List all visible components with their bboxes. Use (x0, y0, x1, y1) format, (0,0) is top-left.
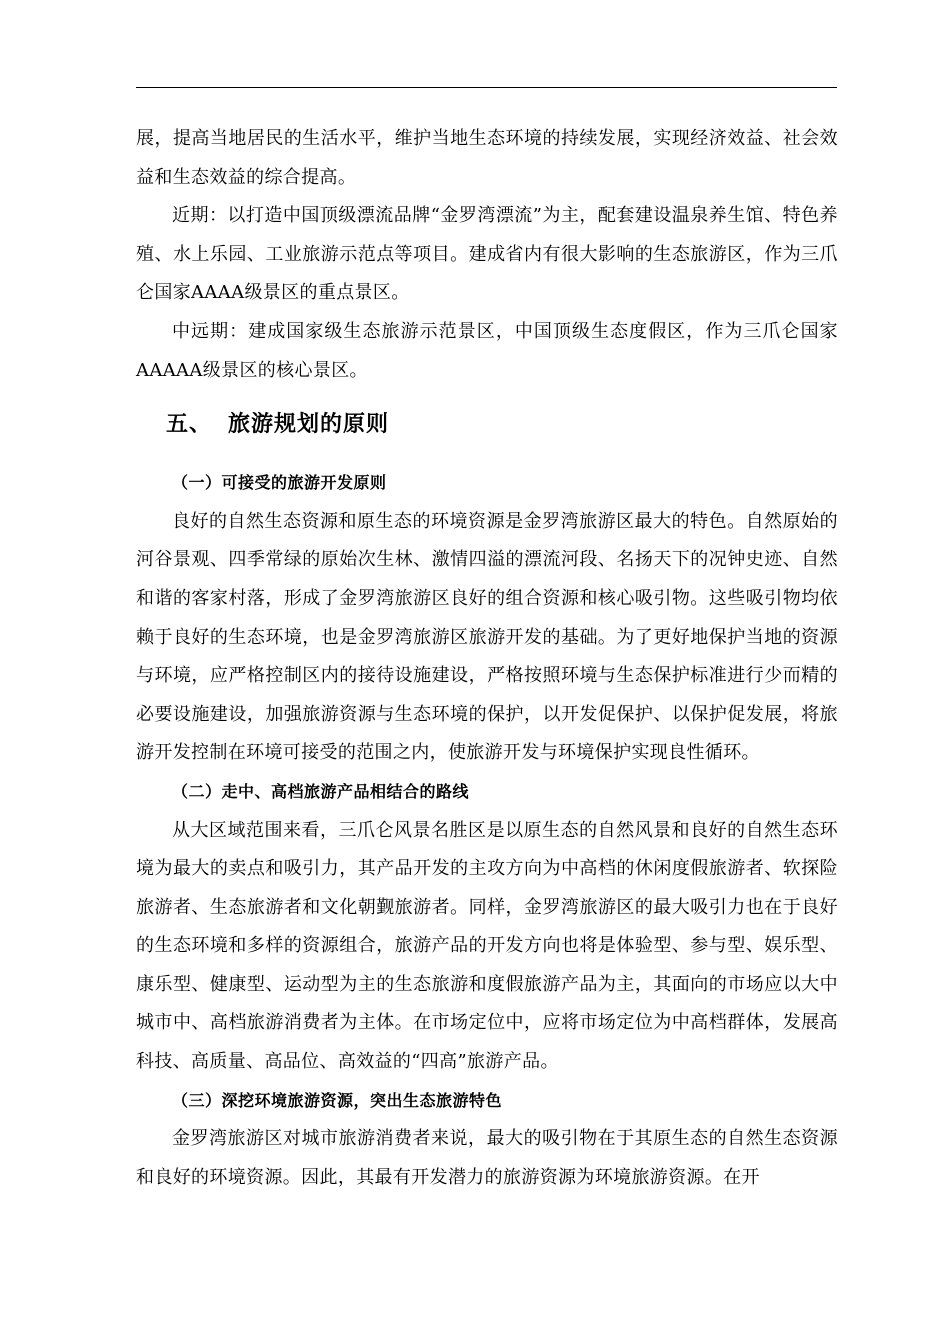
header-rule (136, 87, 837, 88)
section-title: 旅游规划的原则 (228, 412, 390, 438)
subsection-heading-2: （二）走中、高档旅游产品相结合的路线 (172, 781, 470, 801)
subsection-heading-3: （三）深挖环境旅游资源，突出生态旅游特色 (172, 1090, 503, 1110)
subsection-heading-1: （一）可接受的旅游开发原则 (172, 473, 387, 493)
long-term-paragraph: 中远期：建成国家级生态旅游示范景区，中国顶级生态度假区，作为三爪仑国家AAAAA级景区的核心景区。 (136, 320, 838, 381)
subsection-paragraph-2: 从大区域范围来看，三爪仑风景名胜区是以原生态的自然风景和良好的自然生态环境为最大的卖点和吸引力，其产品开发的主攻方向为中高档的休闲度假旅游者、软探险旅游者、生态旅游者和文化朝觐旅游者。同样，金罗湾旅游区的最大吸引力也在于良好的生态环境和多样的资源组合，旅游产品的开发方向也将是体验型、参与型、娱乐型、康乐型、健康型、运动型为主的生态旅游和度假旅游产品为主，其面向的市场应以大中城市中、高档旅游消费者为主体。在市场定位中，应将市场定位为中高档群体，发展高科技、高质量、高品位、高效益的“四高”旅游产品。 (136, 819, 838, 1073)
near-term-paragraph: 近期：以打造中国顶级漂流品牌“金罗湾漂流”为主，配套建设温泉养生馆、特色养殖、水上乐园、工业旅游示范点等项目。建成省内有很大影响的生态旅游区，作为三爪仑国家AAAA级景区的重点景区。 (136, 205, 838, 304)
intro-paragraph: 展，提高当地居民的生活水平，维护当地生态环境的持续发展，实现经济效益、社会效益和生态效益的综合提高。 (136, 128, 838, 188)
document-body (136, 120, 838, 1197)
subsection-paragraph-3: 金罗湾旅游区对城市旅游消费者来说，最大的吸引物在于其原生态的自然生态资源和良好的环境资源。因此，其最有开发潜力的旅游资源为环境旅游资源。在开 (136, 1128, 838, 1188)
subsection-paragraph-1: 良好的自然生态资源和原生态的环境资源是金罗湾旅游区最大的特色。自然原始的河谷景观、四季常绿的原始次生林、激情四溢的漂流河段、名扬天下的况钟史迹、自然和谐的客家村落，形成了金罗湾旅游区良好的组合资源和核心吸引物。这些吸引物均依赖于良好的生态环境，也是金罗湾旅游区旅游开发的基础。为了更好地保护当地的资源与环境，应严格控制区内的接待设施建设，严格按照环境与生态保护标准进行少而精的必要设施建设，加强旅游资源与生态环境的保护，以开发促保护、以保护促发展，将旅游开发控制在环境可接受的范围之内，使旅游开发与环境保护实现良性循环。 (136, 510, 838, 764)
section-heading (166, 402, 838, 460)
section-number: 五、 (166, 412, 213, 438)
